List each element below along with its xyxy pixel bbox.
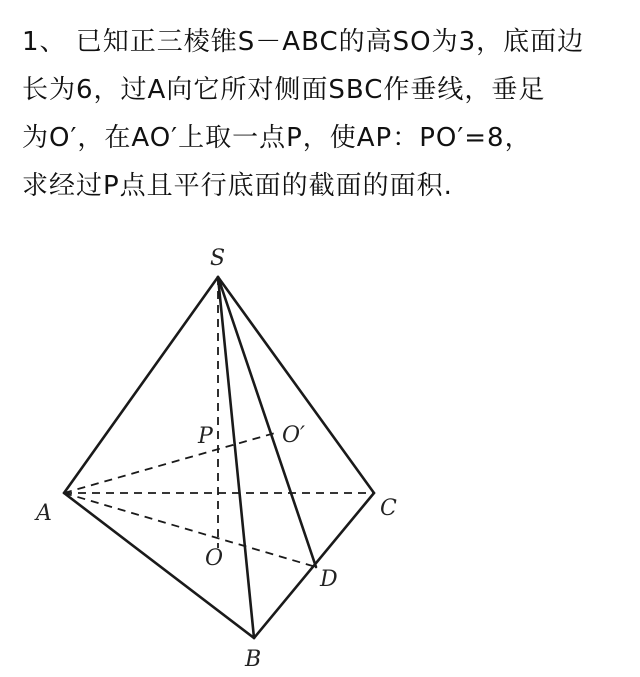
edge-SC xyxy=(218,277,374,493)
edge-AB xyxy=(64,493,254,638)
label-C: C xyxy=(380,496,397,521)
label-A: A xyxy=(36,501,52,526)
edge-SA xyxy=(64,277,218,493)
label-O-prime: O′ xyxy=(282,423,306,448)
problem-statement xyxy=(22,18,622,210)
line-AD-hidden xyxy=(64,493,316,567)
label-D: D xyxy=(320,567,338,592)
problem-line-2: 长为6，过A向它所对侧面SBC作垂线，垂足 xyxy=(22,75,546,105)
pyramid-diagram xyxy=(0,230,640,677)
label-O: O xyxy=(205,546,224,571)
label-P: P xyxy=(198,424,213,449)
problem-line-1: 1、 已知正三棱锥S－ABC的高SO为3，底面边 xyxy=(22,27,585,57)
problem-line-3: 为O′，在AO′上取一点P，使AP：PO′=8， xyxy=(22,123,532,153)
label-B: B xyxy=(245,647,262,672)
problem-line-4: 求经过P点且平行底面的截面的面积. xyxy=(22,171,453,201)
label-S: S xyxy=(210,246,226,271)
line-AO-prime-hidden xyxy=(64,433,275,493)
pyramid-figure xyxy=(0,230,640,677)
edge-BC xyxy=(254,493,374,638)
